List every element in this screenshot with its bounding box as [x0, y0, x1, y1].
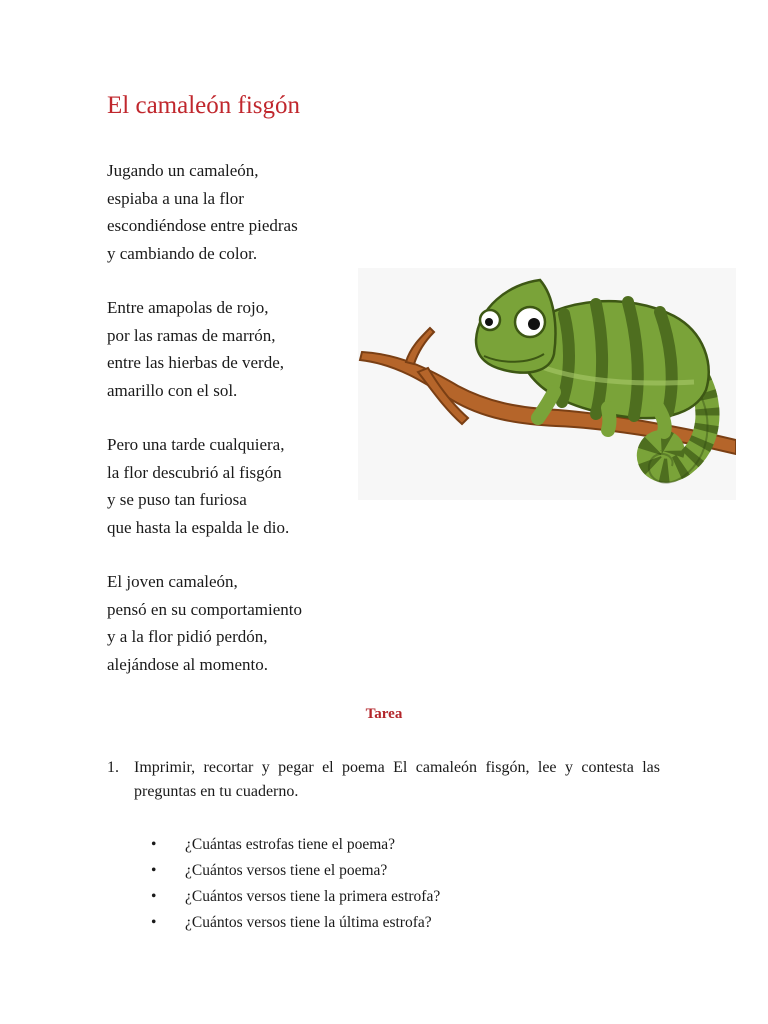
verse: y se puso tan furiosa	[107, 490, 247, 509]
verse: Pero una tarde cualquiera,	[107, 435, 285, 454]
question-text: ¿Cuántos versos tiene el poema?	[185, 862, 388, 879]
chameleon-illustration	[358, 268, 736, 500]
poem	[107, 157, 357, 705]
verse: entre las hierbas de verde,	[107, 353, 284, 372]
poem-title: El camaleón fisgón	[107, 92, 300, 119]
bullet: •	[151, 888, 157, 905]
question-list	[151, 832, 651, 936]
question-text: ¿Cuántos versos tiene la primera estrofa?	[185, 888, 441, 905]
stanza	[107, 157, 357, 267]
verse: la flor descubrió al fisgón	[107, 462, 282, 482]
homework-item	[107, 756, 660, 804]
verse: que hasta la espalda le dio.	[107, 517, 290, 537]
verse: y cambiando de color.	[107, 243, 258, 263]
verse: y a la flor pidió perdón,	[107, 627, 268, 646]
verse: pensó en su comportamiento	[107, 599, 302, 619]
stanza	[107, 568, 357, 678]
question-text: ¿Cuántas estrofas tiene el poema?	[185, 836, 396, 853]
verse: espiaba a una la flor	[107, 188, 244, 208]
list-item	[151, 910, 651, 936]
verse: amarillo con el sol.	[107, 380, 238, 400]
stanza	[107, 431, 357, 541]
verse: escondiéndose entre piedras	[107, 216, 298, 235]
stanza	[107, 294, 357, 404]
question-text: ¿Cuántos versos tiene la última estrofa?	[185, 914, 432, 931]
list-item	[151, 884, 651, 910]
item-number: 1.	[107, 759, 119, 776]
homework-heading: Tarea	[365, 706, 403, 722]
verse: por las ramas de marrón,	[107, 325, 276, 345]
bullet: •	[151, 862, 157, 879]
verse: alejándose al momento.	[107, 654, 268, 674]
verse: El joven camaleón,	[107, 572, 238, 591]
verse: Entre amapolas de rojo,	[107, 298, 269, 317]
list-item	[151, 832, 651, 858]
bullet: •	[151, 836, 157, 853]
verse: Jugando un camaleón,	[107, 161, 259, 180]
list-item	[151, 858, 651, 884]
item-text: Imprimir, recortar y pegar el poema El camaleón fisgón, lee y contesta las preguntas en tu cuaderno.	[134, 759, 660, 800]
bullet: •	[151, 914, 157, 931]
